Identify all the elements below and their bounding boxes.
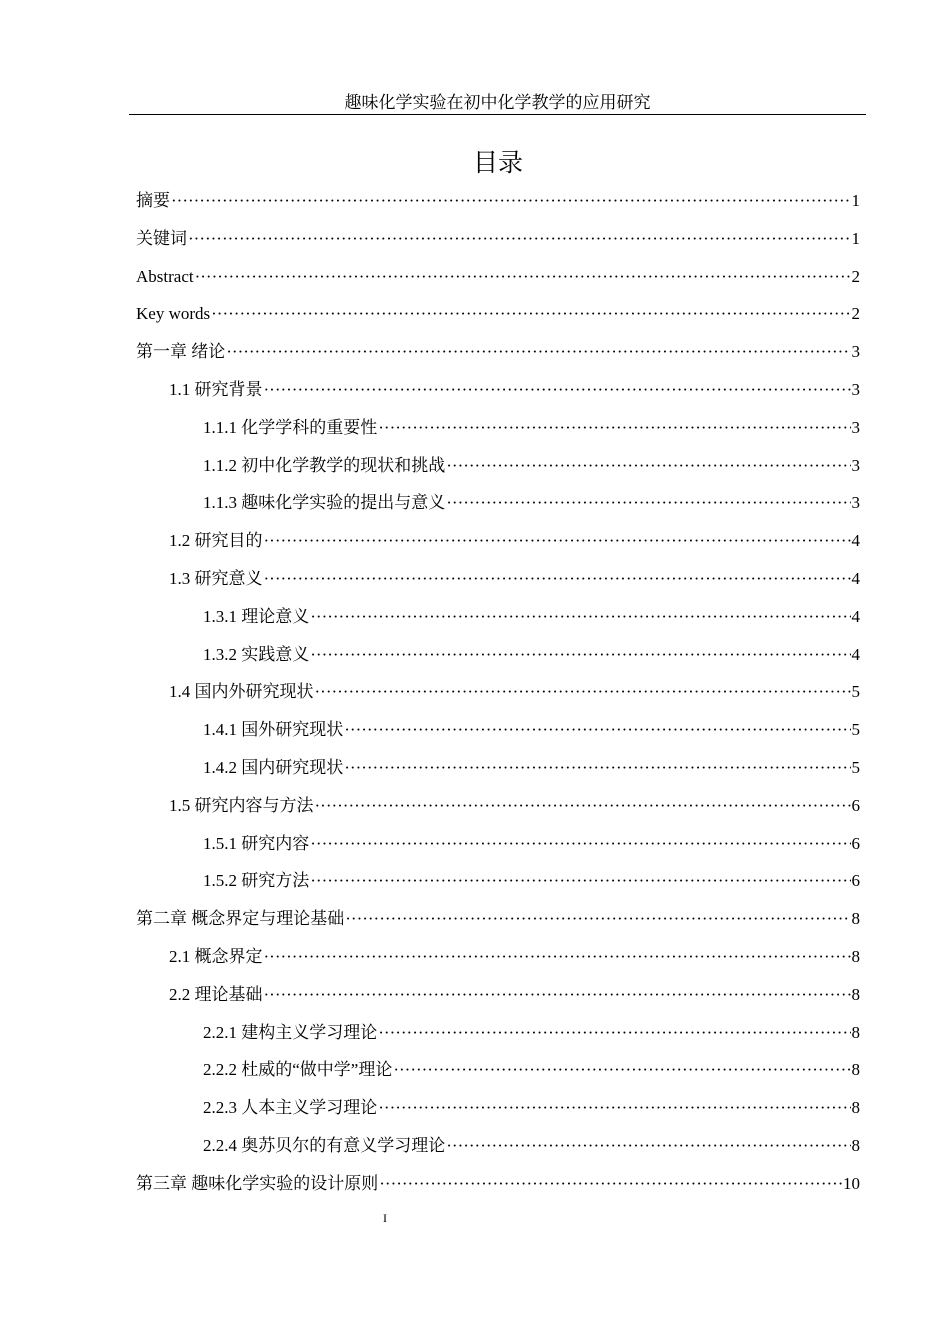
toc-entry-label: 1.1.2 初中化学教学的现状和挑战 [203,455,446,475]
toc-entry[interactable] [136,1014,860,1052]
toc-dot-leader [264,938,851,976]
toc-entry[interactable] [136,409,860,447]
toc-entry-label: 1.1.1 化学学科的重要性 [203,417,378,437]
toc-dot-leader [264,522,851,560]
toc-entry-label: 2.2.4 奥苏贝尔的有意义学习理论 [203,1135,446,1155]
toc-entry[interactable] [136,636,860,674]
toc-entry-label: 2.2 理论基础 [169,984,263,1004]
toc-dot-leader [379,1165,842,1203]
toc-entry-page: 1 [851,191,860,210]
toc-entry[interactable] [136,333,860,371]
toc-entry-label: 1.3.2 实践意义 [203,644,310,664]
toc-dot-leader [315,673,851,711]
toc-entry-label: 1.2 研究目的 [169,531,263,551]
toc-dot-leader [264,560,851,598]
toc-entry-page: 5 [851,757,860,777]
toc-entry-label: 2.2.3 人本主义学习理论 [203,1098,378,1118]
toc-dot-leader [378,1014,850,1052]
toc-entry-page: 2 [851,304,860,324]
toc-dot-leader [378,1089,850,1127]
toc-entry[interactable] [136,1089,860,1127]
toc-entry-label: 2.2.2 杜威的“做中学”理论 [203,1060,393,1080]
toc-entry-label: 1.4.1 国外研究现状 [203,720,344,740]
toc-entry[interactable] [136,484,860,522]
toc-entry[interactable] [136,598,860,636]
toc-entry[interactable] [136,220,860,258]
toc-entry[interactable] [136,900,860,938]
toc-entry-page: 3 [851,417,860,437]
toc-title: 目录 [472,148,523,177]
toc-dot-leader [393,1051,850,1089]
toc-entry-label: 第三章 趣味化学实验的设计原则 [136,1173,379,1193]
toc-dot-leader [310,862,850,900]
toc-entry-page: 4 [851,568,860,588]
toc-dot-leader [171,182,851,220]
toc-dot-leader [344,749,850,787]
toc-dot-leader [310,825,850,863]
toc-entry[interactable] [136,673,860,711]
toc-entry-page: 4 [851,531,860,551]
toc-entry[interactable] [136,182,860,220]
toc-entry[interactable] [136,560,860,598]
toc-entry-page: 8 [851,909,860,929]
toc-entry[interactable] [136,447,860,485]
toc-entry-page: 6 [851,833,860,853]
toc-entry-label: 1.3.1 理论意义 [203,606,310,626]
toc-entry-label: 2.2.1 建构主义学习理论 [203,1022,378,1042]
toc-entry-page: 8 [851,1060,860,1080]
toc-entry-page: 6 [851,795,860,815]
toc-dot-leader [344,711,850,749]
toc-entry-label: 第一章 绪论 [136,342,226,362]
running-header: 趣味化学实验在初中化学教学的应用研究 [129,93,866,115]
toc-entry-label: 1.5 研究内容与方法 [169,795,314,815]
toc-entry-label: 1.4.2 国内研究现状 [203,757,344,777]
toc-entry-page: 4 [851,606,860,626]
toc-entry-page: 8 [851,1022,860,1042]
toc-entry-page: 4 [851,644,860,664]
toc-entry[interactable] [136,787,860,825]
toc-entry-label: 1.1 研究背景 [169,379,263,399]
toc-entry[interactable] [136,825,860,863]
toc-entry[interactable] [136,976,860,1014]
toc-entry-label: 2.1 概念界定 [169,946,263,966]
toc-entry-page: 3 [851,379,860,399]
toc-entry[interactable] [136,1165,860,1203]
toc-entry[interactable] [136,1127,860,1165]
toc-entry-label: 1.5.1 研究内容 [203,833,310,853]
toc-entry[interactable] [136,258,860,296]
toc-dot-leader [446,484,850,522]
page-number: I [383,1211,387,1225]
toc-entry-page: 8 [851,1135,860,1155]
toc-entry-page: 10 [843,1173,860,1193]
toc-entry-label: 1.5.2 研究方法 [203,871,310,891]
toc-entry[interactable] [136,711,860,749]
toc-entry[interactable] [136,938,860,976]
toc-entry-page: 1 [851,228,860,248]
toc-dot-leader [264,371,851,409]
toc-dot-leader [446,447,850,485]
toc-entry-label: Abstract [136,266,194,286]
toc-entry-page: 3 [851,342,860,362]
toc-entry[interactable] [136,522,860,560]
toc-entry-page: 8 [851,1098,860,1118]
toc-entry-page: 5 [851,682,860,702]
toc-entry[interactable] [136,295,860,333]
toc-dot-leader [264,976,851,1014]
toc-dot-leader [345,900,850,938]
toc-entry[interactable] [136,371,860,409]
toc-entry-label: 1.4 国内外研究现状 [169,682,314,702]
toc-entry[interactable] [136,749,860,787]
toc-entry-page: 8 [851,946,860,966]
toc-dot-leader [195,258,851,296]
toc-dot-leader [446,1127,850,1165]
toc-dot-leader [188,220,851,258]
toc-entry-label: 摘要 [136,191,170,210]
toc-entry-page: 3 [851,455,860,475]
toc-entry[interactable] [136,862,860,900]
toc-entry[interactable] [136,1051,860,1089]
toc-entry-page: 5 [851,720,860,740]
toc-dot-leader [315,787,851,825]
toc-entry-page: 3 [851,493,860,513]
toc-entry-label: 1.3 研究意义 [169,568,263,588]
toc-entry-page: 8 [851,984,860,1004]
toc-entry-page: 6 [851,871,860,891]
toc-dot-leader [310,636,850,674]
toc-entry-label: Key words [136,304,211,324]
toc-entry-page: 2 [851,266,860,286]
toc-dot-leader [310,598,850,636]
toc-dot-leader [378,409,850,447]
toc-entry-label: 关键词 [136,228,187,248]
toc-entry-label: 第二章 概念界定与理论基础 [136,909,345,929]
table-of-contents [136,182,860,1203]
toc-entry-label: 1.1.3 趣味化学实验的提出与意义 [203,493,446,513]
toc-dot-leader [211,295,850,333]
toc-dot-leader [226,333,850,371]
